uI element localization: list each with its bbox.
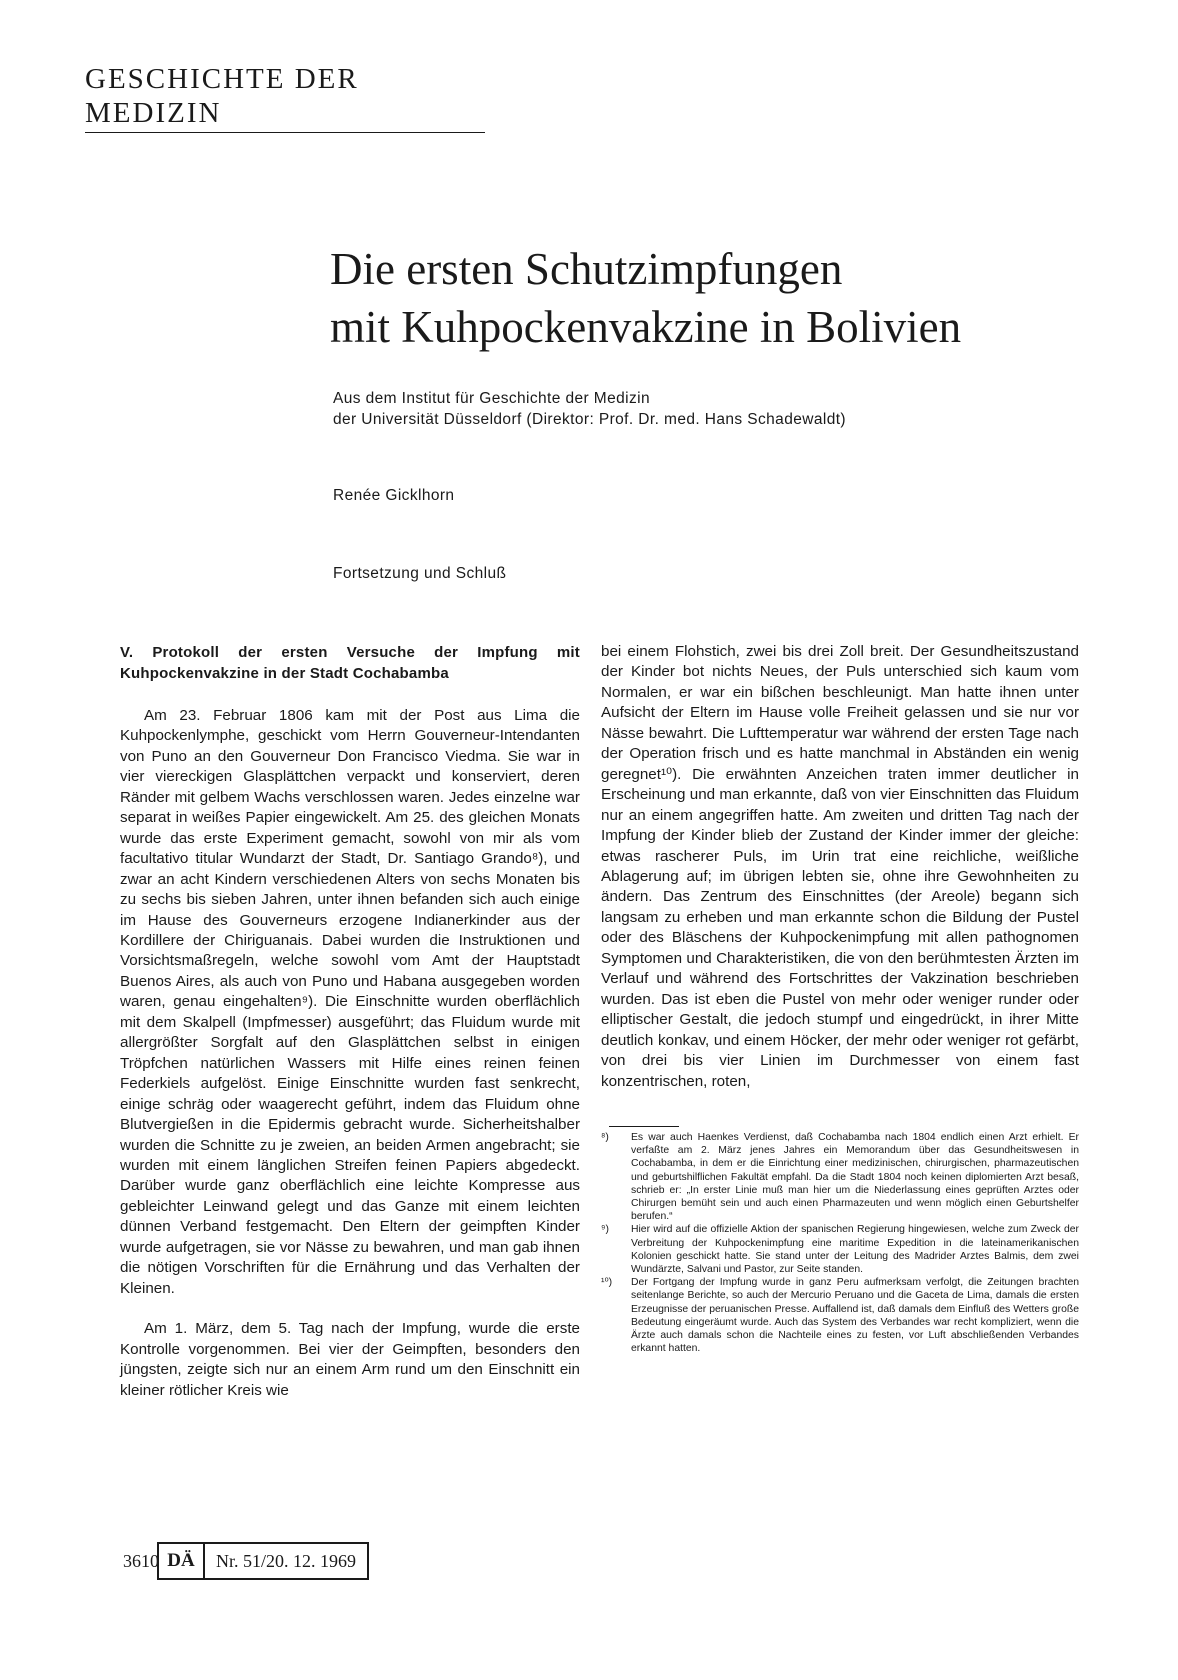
footnote-9 — [601, 1223, 1079, 1276]
footnote-text: Der Fortgang der Impfung wurde in ganz Peru aufmerksam verfolgt, die Zeitungen brachten seitenlange Berichte, so auch der Mercurio Peruano und die Gaceta de Lima, damals die ersten Erzeugnisse der peruanischen Presse. Auffallend ist, daß damals dem Einfluß des Wetters große Bedeutung eingeräumt wurde. Auch das System des Verbandes war recht kompliziert, wenn die Ärzte auch damals schon die Nachteile eines zu festen, vor Luft abschließenden Verbandes erkannt hatten. — [631, 1277, 1079, 1355]
section-title: V. Protokoll der ersten Versuche der Impfung mit Kuhpockenvakzine in der Stadt Cochabamba — [120, 644, 580, 682]
footnote-10 — [601, 1276, 1079, 1355]
body-paragraph-3: bei einem Flohstich, zwei bis drei Zoll breit. Der Gesundheitszustand der Kinder bot nichts Neues, der Puls unterschied sich kaum vom Normalen, er war ein bißchen beschleunigt. Man hatte ihnen unter Aufsicht der Eltern im Hause volle Freiheit gelassen und sie nur vor Nässe bewahrt. Die Lufttemperatur war während der ersten Tage nach der Operation frisch und es hatte manchmal in Abständen ein wenig geregnet¹⁰). Die erwähnten Anzeichen traten immer deutlicher in Erscheinung und man erkannte, daß von vier Einschnitten das Fluidum nur an einem angegriffen hatte. Am zweiten und dritten Tag nach der Impfung der Kinder blieb der Zustand der Kinder immer der gleiche: etwas rascherer Puls, im Urin trat eine reichliche, weißliche Ablagerung auf; im übrigen lebten sie, ohne ihre Gewohnheiten zu ändern. Das Zentrum des Einschnittes (der Areole) begann sich langsam zu erheben und man erkannte schon die Bildung der Pustel oder des Bläschens der Kuhpockenimpfung mit allen pathognomen Symptomen und Charakteristiken, die von den berühmtesten Ärzten im Verlauf und während des Fortschrittes der Vakzination beschrieben wurden. Das ist eben die Pustel von mehr oder weniger runder oder elliptischer Gestalt, die jedoch stumpf und eingedrückt, in ihrer Mitte deutlich konkav, und einem Höcker, der mehr oder weniger rot gefärbt, von drei bis vier Linien im Durchmesser von einem fast konzentrischen, roten, — [601, 643, 1079, 1090]
section-header: GESCHICHTE DER MEDIZIN — [85, 62, 485, 133]
body-paragraph-1: Am 23. Februar 1806 kam mit der Post aus Lima die Kuhpockenlymphe, geschickt vom Herrn Gouverneur-Intendanten von Puno an den Gouverneur Don Francisco Viedma. Sie war in vier viereckigen Glasplättchen verpackt und konserviert, deren Ränder mit gelbem Wachs verschlossen waren. Jedes einzelne war separat in weißes Papier eingewickelt. Am 25. des gleichen Monats wurde das erste Experiment gemacht, sowohl von mir als vom facultativo titular Wundarzt der Stadt, Dr. Santiago Grando⁸), und zwar an acht Kindern verschiedenen Alters von sechs Monaten bis zu sechs bis sieben Jahren, unter ihnen befanden sich auch einige im Hause des Gouverneurs erzogene Indianerkinder aus der Kordillere der Chiriguanais. Dabei wurden die Instruktionen und Vorsichtsmaßregeln, welche sowohl vom Amt der Hauptstadt Buenos Aires, als auch von Puno und Habana ausgegeben worden waren, genau eingehalten⁹). Die Einschnitte wurden oberflächlich mit dem Skalpell (Impfmesser) ausgeführt; das Fluidum wurde mit allergrößter Sorgfalt auf den Glasplättchen selbst in einigen Tröpfchen natürlichen Wassers mit Hilfe eines reinen feinen Federkiels aufgelöst. Einige Einschnitte wurden fast senkrecht, einige schräg oder waagerecht geführt, indem das Fluidum ohne Blutvergießen in die Epidermis gebracht wurde. Sicherheitshalber wurden die Schnitte zu je zweien, an beiden Armen angebracht; sie wurden mit einem länglichen Streifen feinen Papiers abgedeckt. Darüber wurde ganz oberflächlich eine leichte Kompresse aus gebleichter Leinwand gelegt und das Ganze mit einem leichten dünnen Verband festgemacht. Den Eltern der geimpften Kinder wurde aufgetragen, sie vor Nässe zu bewahren, und man gab ihnen die nötigen Vorschriften für die Ernährung und das Verhalten der Kleinen. — [120, 707, 580, 1297]
issue-info: Nr. 51/20. 12. 1969 — [215, 1550, 356, 1571]
continuation-note: Fortsetzung und Schluß — [333, 565, 507, 582]
affiliation-line-1: Aus dem Institut für Geschichte der Medizin — [333, 390, 650, 407]
title-line-2: mit Kuhpockenvakzine in Bolivien — [330, 302, 962, 352]
footnote-mark: ¹⁰) — [601, 1277, 613, 1289]
journal-footer-box — [157, 1542, 369, 1580]
footnote-text: Es war auch Haenkes Verdienst, daß Cochabamba nach 1804 endlich einen Arzt erhielt. Er verfaßte am 2. März jenes Jahres ein Memorandum über das Gesundheitswesen in Cochabamba, in dem er die Einrichtung einer medizinischen, chirurgischen, pharmazeutischen und geburtshilflichen Fakultät empfahl. Da die Stadt 1804 noch keinen diplomierten Arzt besaß, schrieb er: „In erster Linie muß man hier um die Niederlassung eines geprüften Arztes oder Chirurgen bemüht sein und auch einen Pharmazeuten und wenn möglich einen Geburtshelfer berufen.“ — [631, 1131, 1079, 1223]
affiliation-line-2: der Universität Düsseldorf (Direktor: Prof. Dr. med. Hans Schadewaldt) — [333, 411, 846, 428]
body-paragraph-2: Am 1. März, dem 5. Tag nach der Impfung, wurde die erste Kontrolle vorgenommen. Bei vier der Geimpften, besonders den jüngsten, zeigte sich nur an einem Arm rund um den Einschnitt ein kleiner rötlicher Kreis wie — [120, 1320, 580, 1399]
article-title — [330, 240, 1090, 356]
right-column — [601, 642, 1079, 1355]
footnote-text: Hier wird auf die offizielle Aktion der spanischen Regierung hingewiesen, welche zum Zweck der Verbreitung der Kuhpockenimpfung eine maritime Expedition in die lateinamerikanischen Kolonien geschickt hatte. Sie stand unter der Leitung des Madrider Arztes Balmis, dem zwei Wundärzte, Salvani und Pastor, zur Seite standen. — [631, 1224, 1079, 1275]
journal-logo: DÄ — [159, 1544, 205, 1578]
footnote-mark: ⁹) — [601, 1224, 609, 1236]
footnotes — [601, 1131, 1079, 1355]
author-name: Renée Gicklhorn — [333, 487, 455, 504]
title-line-1: Die ersten Schutzimpfungen — [330, 244, 843, 294]
footnote-divider — [609, 1126, 679, 1127]
page-number: 3610 — [123, 1551, 159, 1571]
footnote-8 — [601, 1131, 1079, 1223]
affiliation — [333, 388, 1053, 430]
left-column — [120, 642, 580, 1401]
footnote-mark: ⁸) — [601, 1131, 609, 1143]
